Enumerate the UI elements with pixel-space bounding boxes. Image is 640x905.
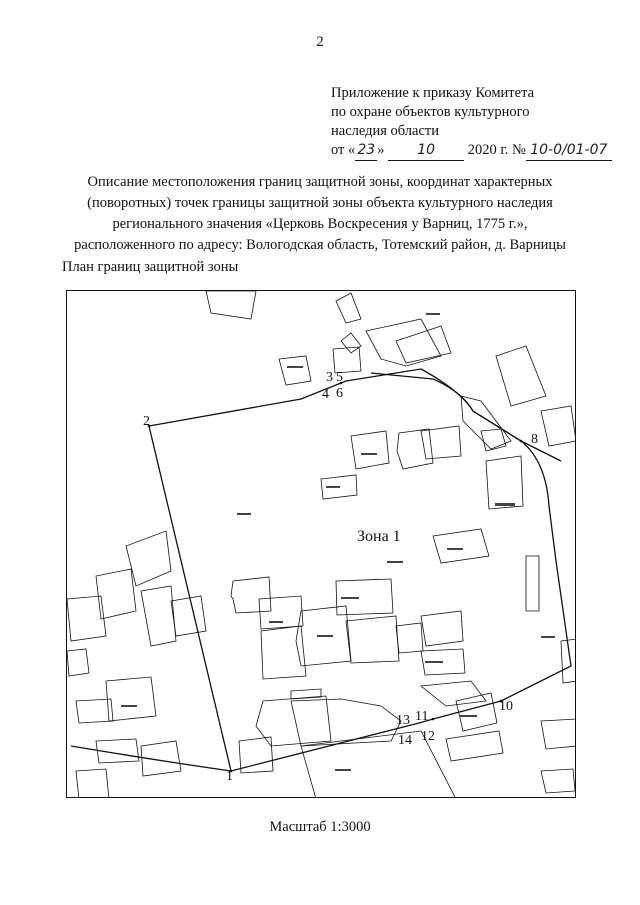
parcel	[171, 596, 206, 636]
parcel	[351, 431, 389, 469]
road-line	[371, 373, 561, 461]
point-label-2: 2	[143, 414, 150, 429]
parcel	[341, 333, 361, 353]
point-label-11: 11	[415, 709, 429, 724]
parcel	[526, 556, 539, 611]
page-number: 2	[316, 34, 324, 50]
parcel	[96, 569, 136, 619]
parcel	[261, 626, 306, 679]
appendix-line-3: наследия области	[331, 123, 440, 139]
point-markers	[148, 382, 523, 773]
appendix-line-2: по охране объектов культурного	[331, 104, 530, 120]
parcel	[256, 696, 331, 746]
date-day-suffix: »	[377, 142, 385, 158]
point-label-8: 8	[531, 432, 538, 447]
parcel	[496, 346, 546, 406]
point-label-6: 6	[336, 386, 343, 401]
parcel	[541, 719, 576, 749]
order-number: 10-0/01-07	[526, 141, 612, 161]
description-line-2: (поворотных) точек границы защитной зоны объекта культурного наследия	[87, 195, 553, 211]
parcel	[76, 769, 109, 798]
date-month: 10	[388, 141, 464, 161]
appendix-date-line	[331, 141, 631, 161]
parcel	[433, 529, 489, 563]
zone-boundary-south-line	[71, 746, 231, 771]
parcel	[291, 699, 401, 746]
parcel	[231, 577, 271, 613]
parcel	[106, 677, 156, 721]
parcel	[67, 596, 106, 641]
parcel	[366, 319, 441, 366]
parcel	[397, 429, 433, 469]
appendix-line-1: Приложение к приказу Комитета	[331, 85, 535, 101]
point-label-10: 10	[499, 699, 513, 714]
parcel	[421, 611, 463, 646]
point-label-14: 14	[398, 733, 412, 748]
date-prefix: от «	[331, 142, 356, 158]
appendix-header	[331, 84, 631, 161]
date-year: 2020 г. №	[467, 142, 526, 158]
point-label-13: 13	[396, 713, 410, 728]
description-line-4: расположенного по адресу: Вологодская область, Тотемский район, д. Варницы	[74, 237, 566, 253]
parcel	[336, 293, 361, 323]
parcel	[421, 681, 486, 706]
point-label-5: 5	[336, 370, 343, 385]
parcel	[486, 456, 523, 509]
parcel	[67, 649, 89, 676]
point-marker-11	[432, 718, 435, 721]
parcel	[279, 356, 311, 385]
parcel	[141, 586, 176, 646]
description-line-1: Описание местоположения границ защитной зоны, координат характерных	[87, 174, 553, 190]
parcel	[396, 623, 423, 653]
point-label-3: 3	[326, 370, 333, 385]
parcel	[126, 531, 171, 586]
map-svg	[67, 291, 576, 798]
parcel	[346, 616, 399, 663]
parcels	[67, 291, 576, 798]
parcel	[396, 326, 451, 363]
plan-title: План границ защитной зоны	[62, 259, 239, 275]
description-line-3: регионального значения «Церковь Воскресения у Варниц, 1775 г.»,	[112, 216, 528, 232]
parcel	[421, 426, 461, 459]
point-marker-8	[520, 440, 523, 443]
zone-label: Зона 1	[357, 528, 401, 545]
point-label-4: 4	[322, 387, 329, 402]
description-title	[30, 172, 610, 256]
point-label-1: 1	[226, 769, 233, 784]
parcel	[541, 769, 575, 793]
map-scale: Масштаб 1:3000	[269, 819, 371, 835]
parcel	[259, 596, 303, 629]
point-label-12: 12	[421, 729, 435, 744]
map-plan	[66, 290, 576, 798]
parcel	[456, 693, 497, 731]
parcel	[541, 406, 576, 446]
date-day: 23	[355, 141, 377, 161]
parcel	[446, 731, 503, 761]
parcel	[206, 291, 256, 319]
